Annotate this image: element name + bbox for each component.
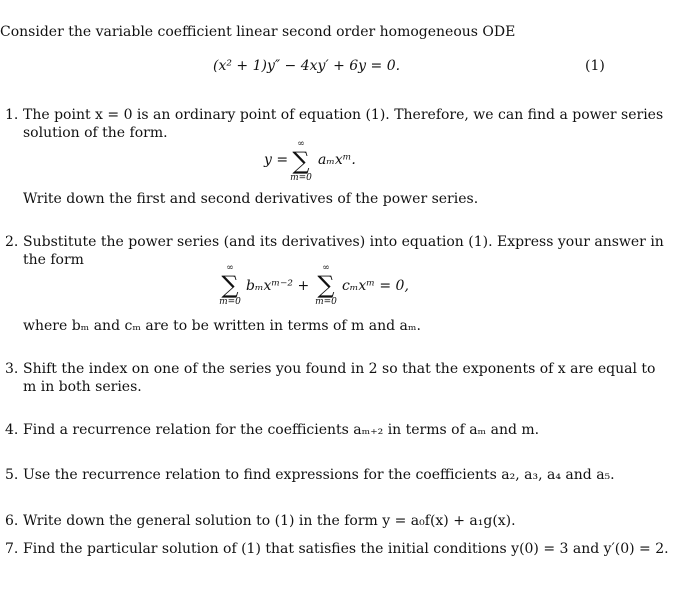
item-2-number: 2.	[5, 234, 19, 250]
item-2-sum2-bottom: m=0	[315, 297, 337, 307]
item-2-sum-2	[315, 263, 337, 307]
item-3-number: 3.	[5, 361, 19, 377]
intro-text: Consider the variable coefficient linear second order homogeneous ODE	[0, 24, 516, 40]
item-2-line3: where bₘ and cₘ are to be written in terms of m and aₘ.	[23, 318, 421, 334]
main-equation: (x² + 1)y″ − 4xy′ + 6y = 0.	[213, 58, 401, 74]
item-1-sum	[290, 139, 312, 183]
sum-symbol-2: ∑	[221, 271, 239, 299]
item-2-sum2-top: ∞	[322, 263, 330, 273]
item-6-line1: Write down the general solution to (1) in the form y = a₀f(x) + a₁g(x).	[23, 513, 516, 529]
item-2-line1: Substitute the power series (and its derivatives) into equation (1). Express your answer in	[23, 234, 664, 250]
item-2-eq-term2: cₘxᵐ = 0,	[342, 278, 409, 294]
item-1-sum-bottom: m=0	[290, 173, 312, 183]
item-2-eq-term1: bₘxᵐ⁻² +	[246, 278, 310, 294]
sum-symbol-1: ∑	[292, 147, 310, 175]
item-7-number: 7.	[5, 541, 19, 557]
item-2-sum1-top: ∞	[226, 263, 234, 273]
item-2-sum-1	[219, 263, 241, 307]
item-3-line1: Shift the index on one of the series you found in 2 so that the exponents of x are equal to	[23, 361, 656, 377]
item-1-line3: Write down the first and second derivatives of the power series.	[23, 191, 479, 207]
item-1-number: 1.	[5, 107, 19, 123]
item-7-line1: Find the particular solution of (1) that satisfies the initial conditions y(0) = 3 and y′(0) = 2.	[23, 541, 669, 557]
item-2-sum1-bottom: m=0	[219, 297, 241, 307]
item-1-sum-top: ∞	[297, 139, 305, 149]
item-4-line1: Find a recurrence relation for the coefficients aₘ₊₂ in terms of aₘ and m.	[23, 422, 540, 438]
item-1-eq-lhs: y =	[264, 152, 289, 168]
item-2-line2: the form	[23, 252, 84, 268]
item-5-number: 5.	[5, 467, 19, 483]
sum-symbol-3: ∑	[317, 271, 335, 299]
item-1-line1: The point x = 0 is an ordinary point of equation (1). Therefore, we can find a power series	[23, 107, 664, 123]
item-1-eq-body: aₘxᵐ.	[318, 152, 356, 168]
item-5-line1: Use the recurrence relation to find expressions for the coefficients a₂, a₃, a₄ and a₅.	[23, 467, 615, 483]
item-1-line2: solution of the form.	[23, 125, 168, 141]
item-3-line2: m in both series.	[23, 379, 142, 395]
item-4-number: 4.	[5, 422, 19, 438]
equation-label: (1)	[585, 58, 605, 74]
item-6-number: 6.	[5, 513, 19, 529]
